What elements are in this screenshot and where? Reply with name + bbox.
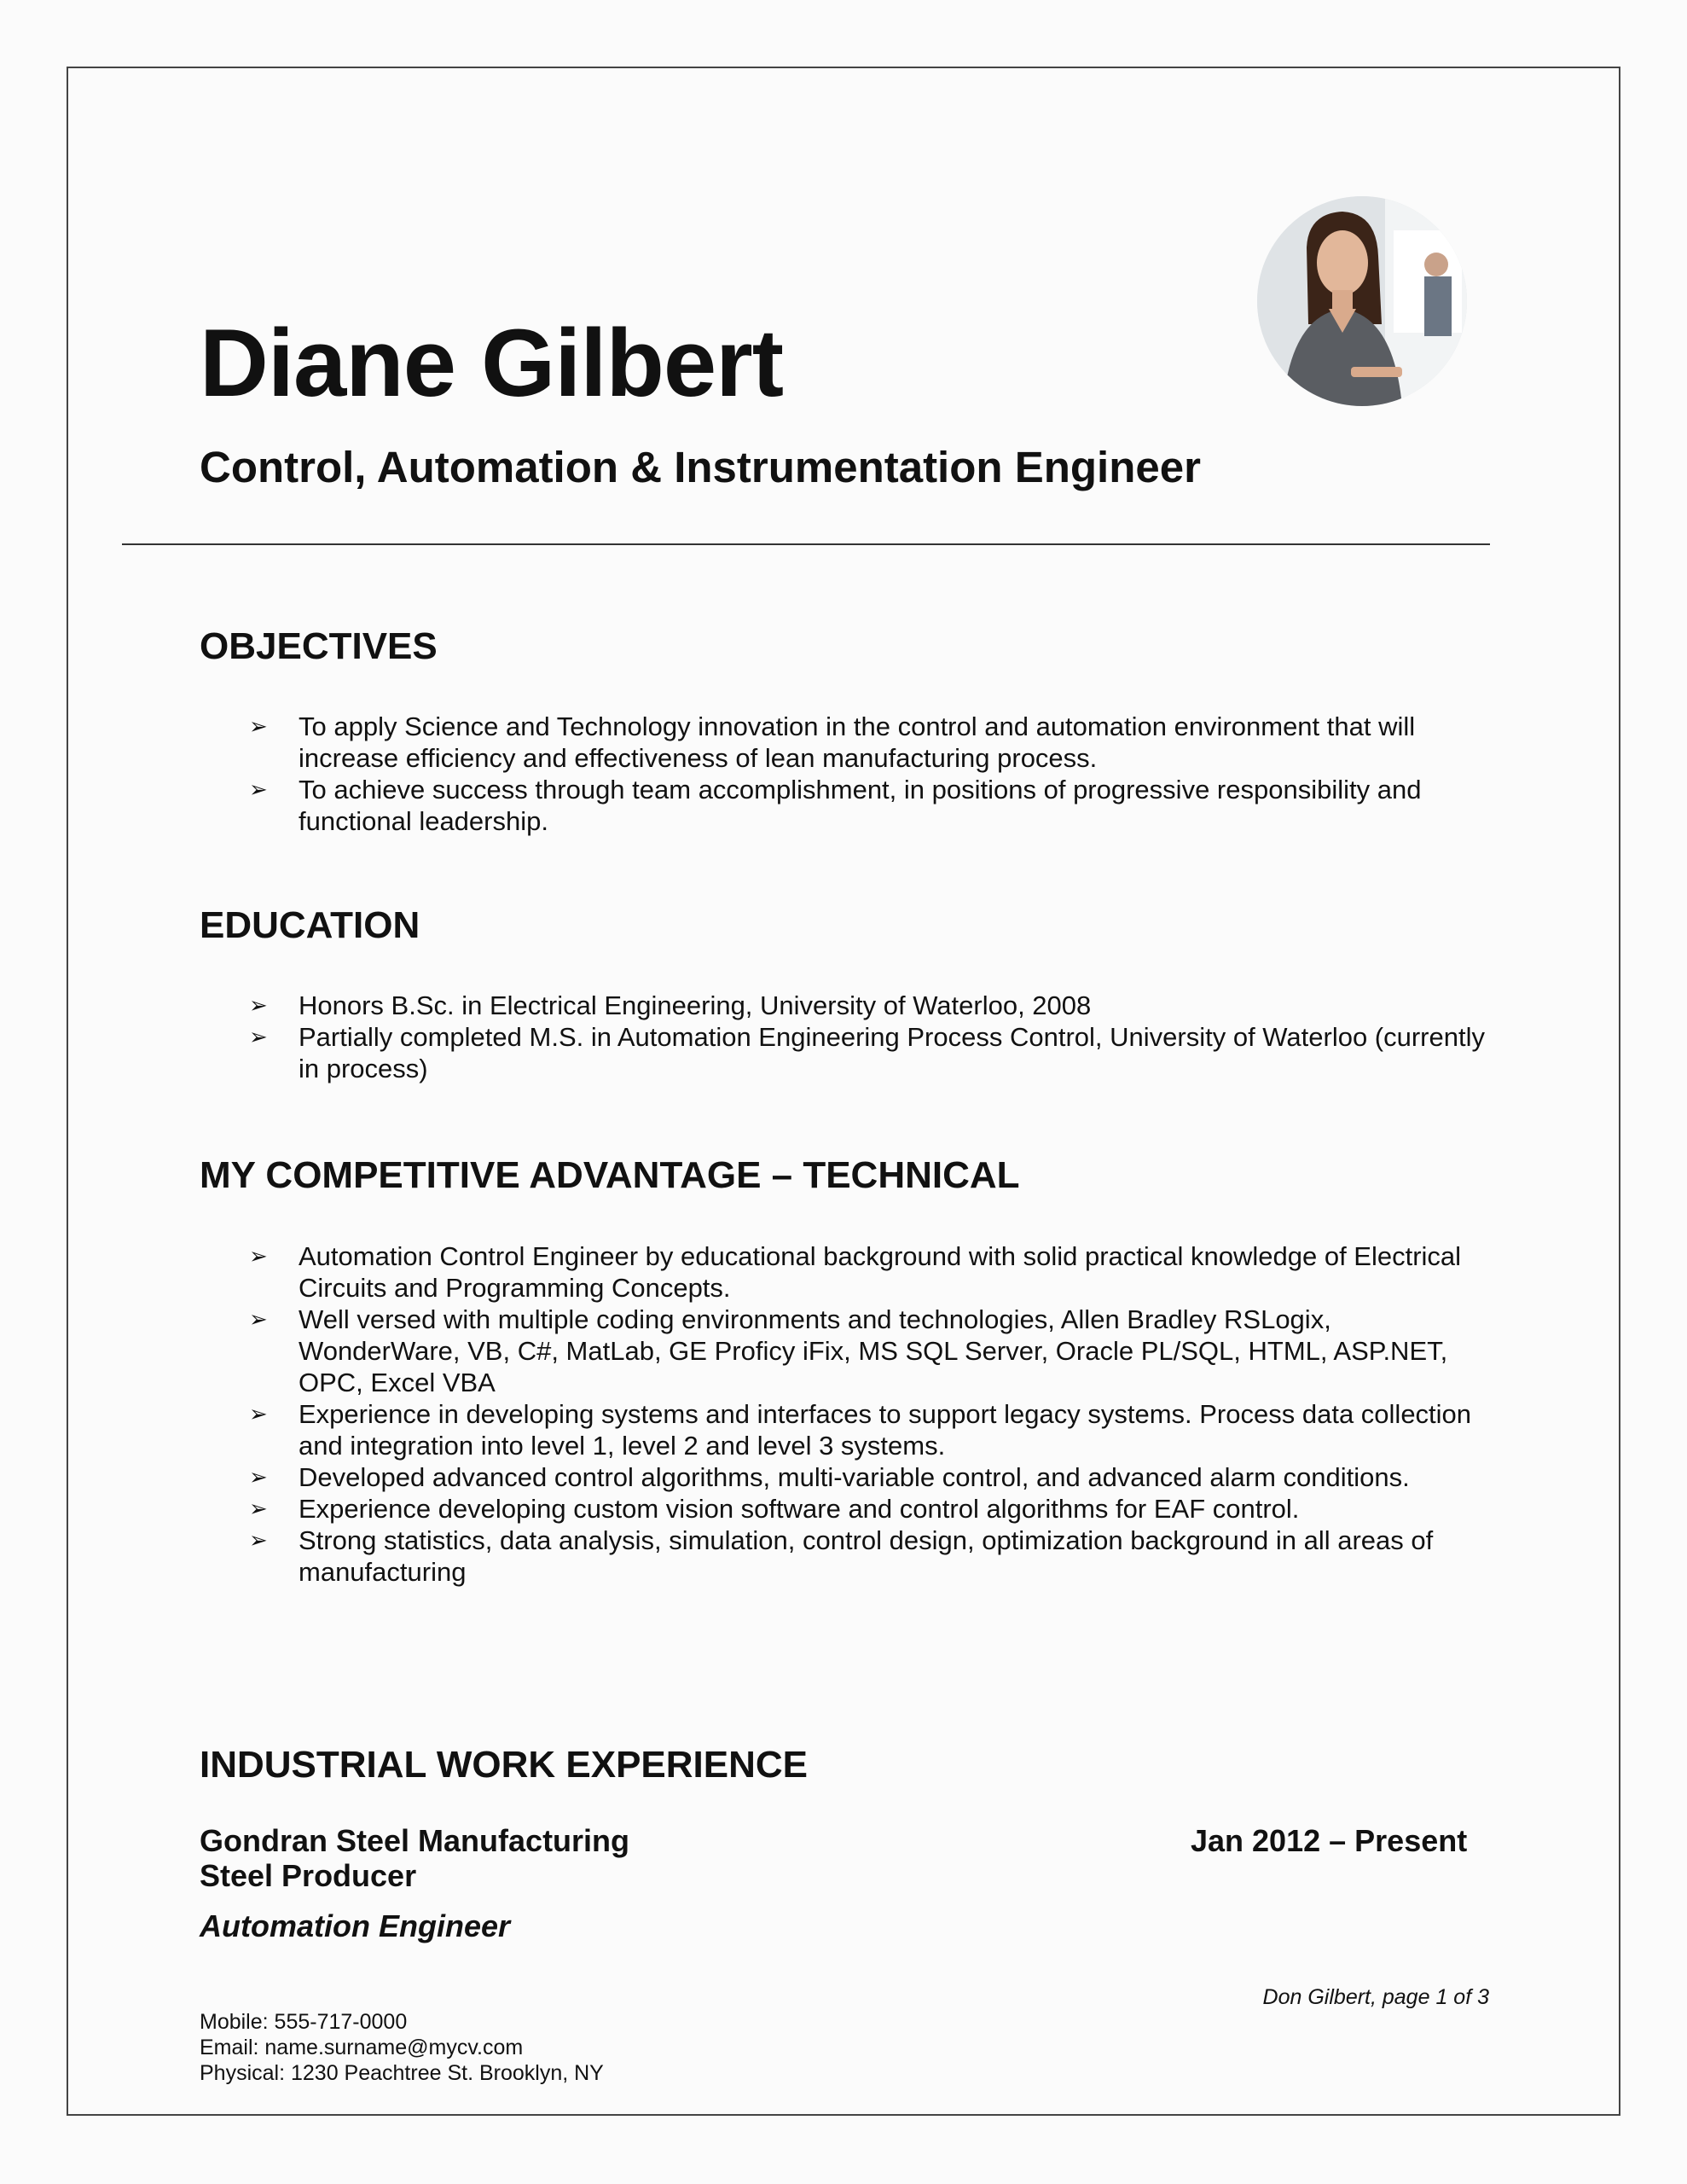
- arrowhead-bullet-icon: ➢: [249, 1024, 268, 1049]
- arrowhead-bullet-icon: ➢: [249, 1527, 268, 1553]
- job-dates: Jan 2012 – Present: [1191, 1823, 1468, 1858]
- arrowhead-bullet-icon: ➢: [249, 992, 268, 1018]
- candidate-name: Diane Gilbert: [200, 310, 784, 416]
- job-company: Gondran Steel Manufacturing: [200, 1823, 630, 1858]
- arrowhead-bullet-icon: ➢: [249, 1306, 268, 1332]
- experience-heading: INDUSTRIAL WORK EXPERIENCE: [200, 1744, 809, 1786]
- objectives-heading: OBJECTIVES: [200, 625, 438, 667]
- list-item: ➢ Experience in developing systems and interfaces to support legacy systems. Process data collection and integration into level 1, level 2 and level 3 systems.: [249, 1399, 1472, 1461]
- list-item: ➢ Well versed with multiple coding environments and technologies, Allen Bradley RSLogix, WonderWare, VB, C#, MatLab, GE Proficy iFix, MS SQL Server, Oracle PL/SQL, HTML, ASP.NET, OPC, Excel VBA: [249, 1304, 1448, 1397]
- arrowhead-bullet-icon: ➢: [249, 1401, 268, 1426]
- objectives-list: [200, 711, 1496, 837]
- header-divider: [122, 543, 1490, 545]
- arrowhead-bullet-icon: ➢: [249, 713, 268, 739]
- arrowhead-bullet-icon: ➢: [249, 1464, 268, 1490]
- contact-email: Email: name.surname@mycv.com: [200, 2036, 524, 2059]
- advantage-heading: MY COMPETITIVE ADVANTAGE – TECHNICAL: [200, 1154, 1020, 1196]
- list-item: ➢ Experience developing custom vision software and control algorithms for EAF control.: [249, 1494, 1300, 1524]
- advantage-list: [200, 1240, 1496, 1588]
- job-role: Automation Engineer: [200, 1908, 511, 1943]
- list-item: ➢ To achieve success through team accomplishment, in positions of progressive responsibility and functional leadership.: [249, 775, 1422, 836]
- list-item: ➢ Partially completed M.S. in Automation Engineering Process Control, University of Waterloo (currently in process): [249, 1022, 1485, 1083]
- contact-mobile: Mobile: 555-717-0000: [200, 2010, 408, 2034]
- list-item: ➢ Developed advanced control algorithms, multi-variable control, and advanced alarm conditions.: [249, 1462, 1410, 1492]
- contact-physical: Physical: 1230 Peachtree St. Brooklyn, NY: [200, 2061, 604, 2085]
- page-number-label: Don Gilbert, page 1 of 3: [1262, 1985, 1489, 2009]
- education-heading: EDUCATION: [200, 904, 420, 946]
- list-item: ➢ Automation Control Engineer by educational background with solid practical knowledge of Electrical Circuits and Programming Concepts.: [249, 1241, 1462, 1303]
- job-company-type: Steel Producer: [200, 1858, 417, 1893]
- profile-photo: [1257, 196, 1467, 406]
- list-item: ➢ Honors B.Sc. in Electrical Engineering, University of Waterloo, 2008: [249, 990, 1092, 1020]
- list-item: ➢ Strong statistics, data analysis, simulation, control design, optimization background in all areas of manufacturing: [249, 1525, 1434, 1587]
- education-list: [200, 990, 1496, 1084]
- arrowhead-bullet-icon: ➢: [249, 1496, 268, 1521]
- arrowhead-bullet-icon: ➢: [249, 776, 268, 802]
- candidate-title: Control, Automation & Instrumentation Engineer: [200, 443, 1201, 491]
- contact-block: [200, 2009, 604, 2086]
- list-item: ➢ To apply Science and Technology innovation in the control and automation environment that will increase efficiency and effectiveness of lean manufacturing process.: [249, 712, 1416, 773]
- arrowhead-bullet-icon: ➢: [249, 1243, 268, 1269]
